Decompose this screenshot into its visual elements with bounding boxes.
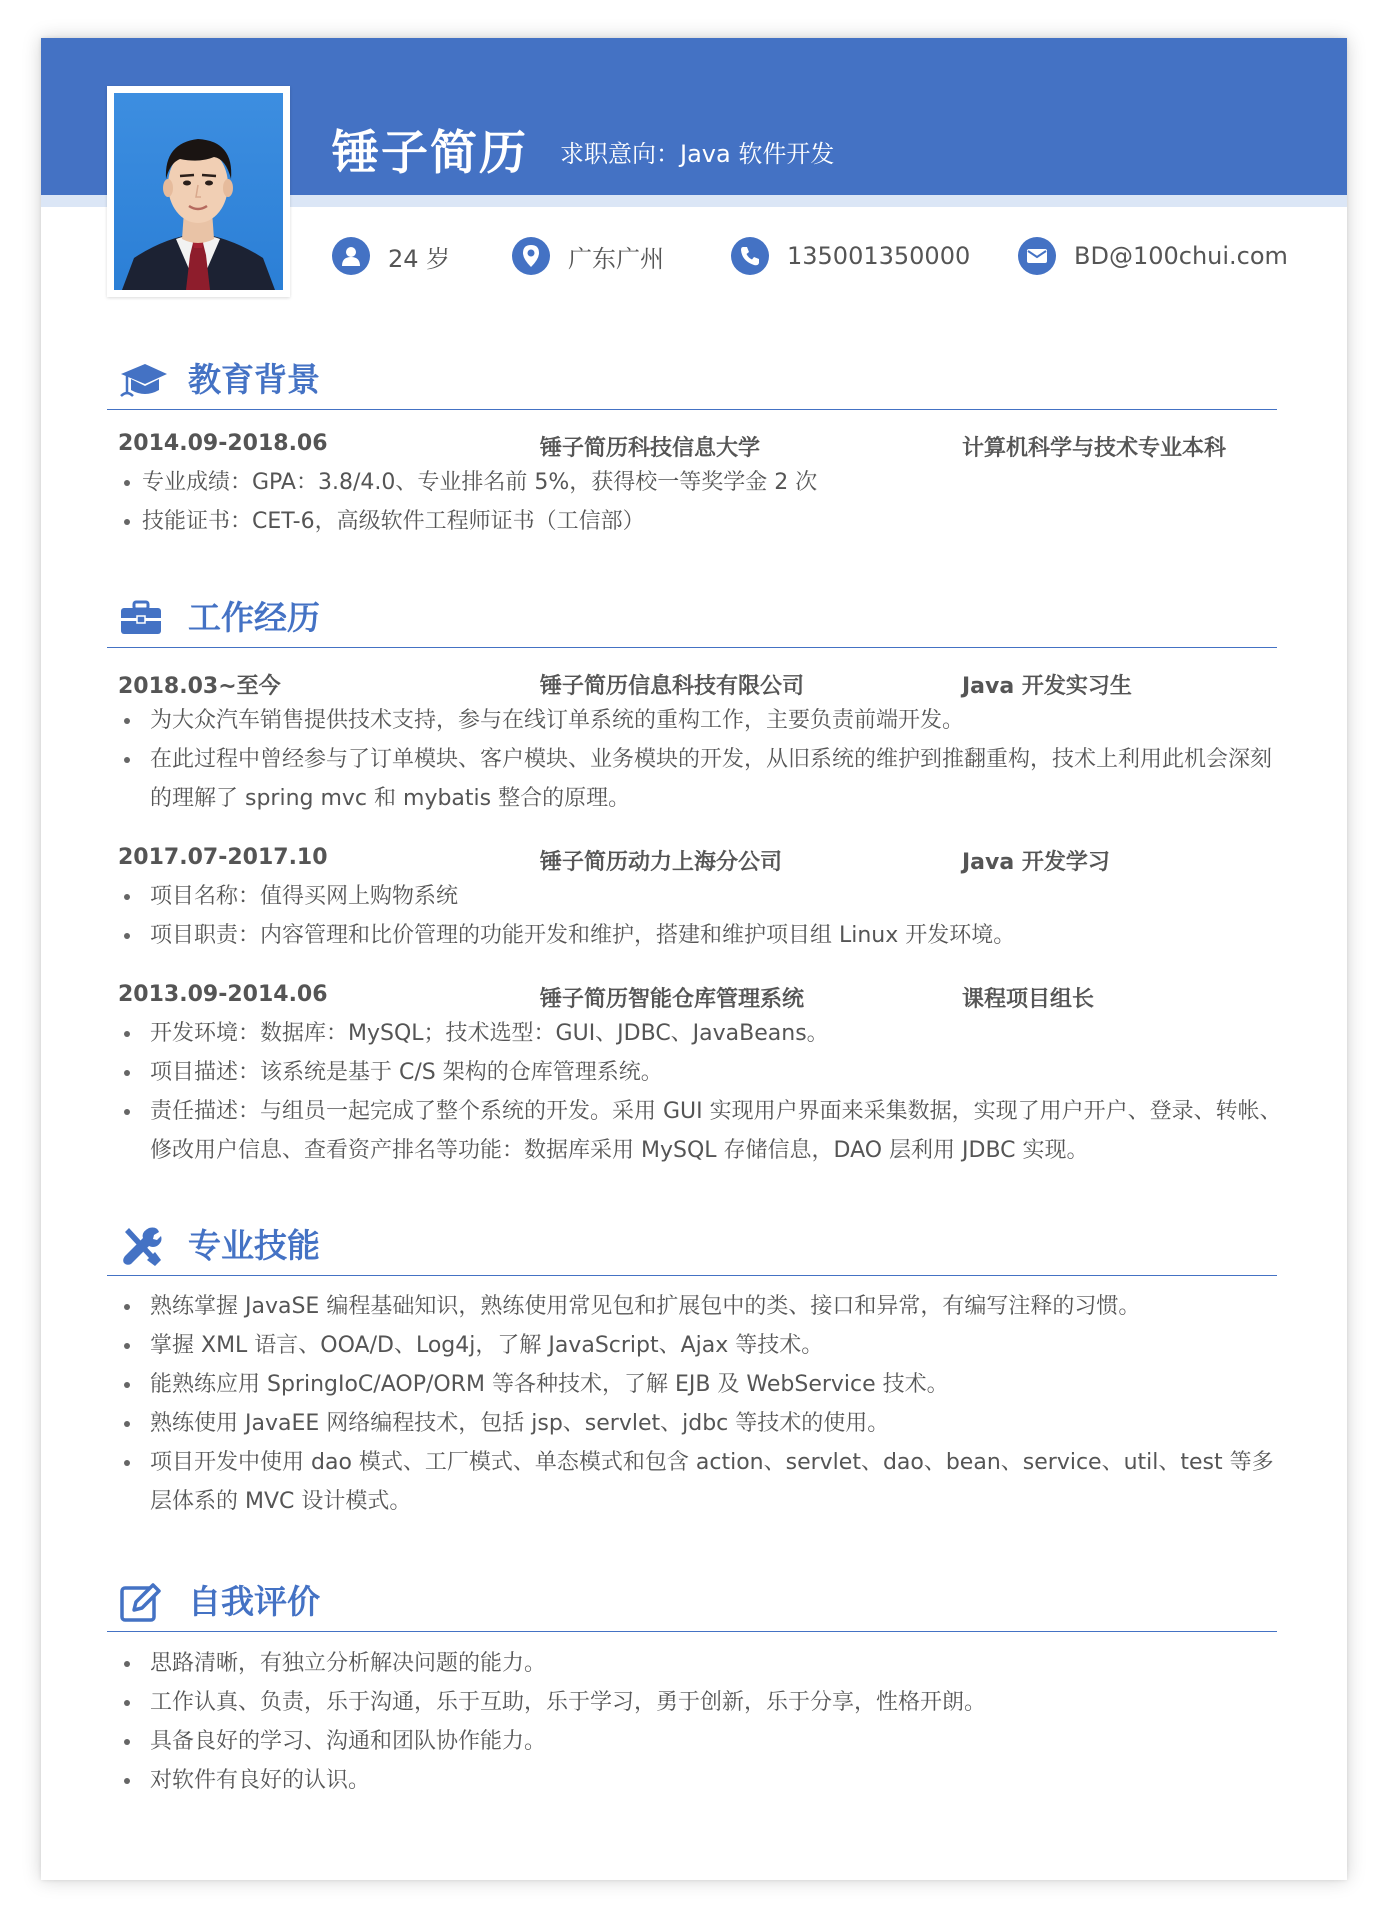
list-item: 熟练掌握 JavaSE 编程基础知识，熟练使用常见包和扩展包中的类、接口和异常，有编写注释的习惯。 xyxy=(118,1287,1288,1326)
list-item: 项目职责：内容管理和比价管理的功能开发和维护，搭建和维护项目组 Linux 开发环境。 xyxy=(118,916,1288,955)
education-entry-head xyxy=(118,431,1268,463)
list-item: 对软件有良好的认识。 xyxy=(118,1761,1288,1800)
list-item: 项目开发中使用 dao 模式、工厂模式、单态模式和包含 action、servlet、dao、bean、service、util、test 等多层体系的 MVC 设计模式。 xyxy=(118,1443,1288,1521)
section-evaluation-title: 自我评价 xyxy=(188,1582,320,1621)
info-phone-text: 135001350000 xyxy=(787,242,971,270)
job-objective: 求职意向：Java 软件开发 xyxy=(560,140,835,168)
list-item: 责任描述：与组员一起完成了整个系统的开发。采用 GUI 实现用户界面来采集数据，实现了用户开户、登录、转帐、修改用户信息、查看资产排名等功能：数据库采用 MySQL 存储信息，DAO 层利用 JDBC 实现。 xyxy=(118,1092,1288,1170)
work-bullets xyxy=(118,701,1288,818)
work-entry-head xyxy=(118,669,1268,701)
education-school: 锤子简历科技信息大学 xyxy=(540,436,761,461)
edit-icon xyxy=(119,1582,163,1622)
work-role: Java 开发实习生 xyxy=(962,674,1132,699)
evaluation-bullets xyxy=(118,1644,1288,1800)
work-role: Java 开发学习 xyxy=(962,850,1110,875)
section-education-header xyxy=(107,350,1277,410)
list-item: 项目描述：该系统是基于 C/S 架构的仓库管理系统。 xyxy=(118,1053,1288,1092)
user-icon xyxy=(332,237,370,275)
section-skills-title: 专业技能 xyxy=(188,1226,320,1265)
work-date: 2018.03~至今 xyxy=(118,674,281,699)
profile-photo xyxy=(114,93,283,290)
education-bullets xyxy=(118,463,1288,541)
list-item: 熟练使用 JavaEE 网络编程技术，包括 jsp、servlet、jdbc 等技术的使用。 xyxy=(118,1404,1288,1443)
mail-icon xyxy=(1018,237,1056,275)
list-item: 技能证书：CET-6，高级软件工程师证书（工信部） xyxy=(118,502,1288,541)
info-location-text: 广东广州 xyxy=(568,244,664,273)
list-item: 在此过程中曾经参与了订单模块、客户模块、业务模块的开发，从旧系统的维护到推翻重构，技术上利用此机会深刻的理解了 spring mvc 和 mybatis 整合的原理。 xyxy=(118,740,1288,818)
work-entry-head xyxy=(118,845,1268,877)
work-company: 锤子简历智能仓库管理系统 xyxy=(540,987,805,1012)
info-email-text: BD@100chui.com xyxy=(1074,242,1288,270)
location-icon xyxy=(512,237,550,275)
list-item: 掌握 XML 语言、OOA/D、Log4j，了解 JavaScript、Ajax 等技术。 xyxy=(118,1326,1288,1365)
work-date: 2013.09-2014.06 xyxy=(118,982,328,1007)
work-company: 锤子简历信息科技有限公司 xyxy=(540,674,805,699)
list-item: 项目名称：值得买网上购物系统 xyxy=(118,877,1288,916)
resume-name: 锤子简历 xyxy=(332,126,528,181)
work-bullets xyxy=(118,877,1288,955)
list-item: 为大众汽车销售提供技术支持，参与在线订单系统的重构工作，主要负责前端开发。 xyxy=(118,701,1288,740)
graduation-cap-icon xyxy=(119,360,163,400)
list-item: 开发环境：数据库：MySQL；技术选型：GUI、JDBC、JavaBeans。 xyxy=(118,1014,1288,1053)
education-date: 2014.09-2018.06 xyxy=(118,431,328,456)
section-work-title: 工作经历 xyxy=(188,598,320,637)
education-major: 计算机科学与技术专业本科 xyxy=(962,436,1227,461)
section-evaluation-header xyxy=(107,1572,1277,1632)
info-location xyxy=(512,234,664,278)
info-phone xyxy=(731,234,970,278)
resume-page xyxy=(41,38,1347,1880)
list-item: 具备良好的学习、沟通和团队协作能力。 xyxy=(118,1722,1288,1761)
work-entry-head xyxy=(118,982,1268,1014)
list-item: 工作认真、负责，乐于沟通，乐于互助，乐于学习，勇于创新，乐于分享，性格开朗。 xyxy=(118,1683,1288,1722)
work-date: 2017.07-2017.10 xyxy=(118,845,328,870)
work-role: 课程项目组长 xyxy=(962,987,1095,1012)
list-item: 专业成绩：GPA：3.8/4.0、专业排名前 5%，获得校一等奖学金 2 次 xyxy=(118,463,1288,502)
info-age xyxy=(332,234,450,278)
work-company: 锤子简历动力上海分公司 xyxy=(540,850,783,875)
info-email xyxy=(1018,234,1288,278)
section-education-title: 教育背景 xyxy=(188,360,320,399)
tools-icon xyxy=(119,1226,163,1266)
profile-photo-frame xyxy=(107,86,290,297)
list-item: 能熟练应用 SpringIoC/AOP/ORM 等各种技术，了解 EJB 及 WebService 技术。 xyxy=(118,1365,1288,1404)
list-item: 思路清晰，有独立分析解决问题的能力。 xyxy=(118,1644,1288,1683)
phone-icon xyxy=(731,237,769,275)
briefcase-icon xyxy=(119,598,163,638)
section-skills-header xyxy=(107,1216,1277,1276)
work-bullets xyxy=(118,1014,1288,1170)
skills-bullets xyxy=(118,1287,1288,1521)
section-work-header xyxy=(107,588,1277,648)
info-age-text: 24 岁 xyxy=(388,244,451,273)
